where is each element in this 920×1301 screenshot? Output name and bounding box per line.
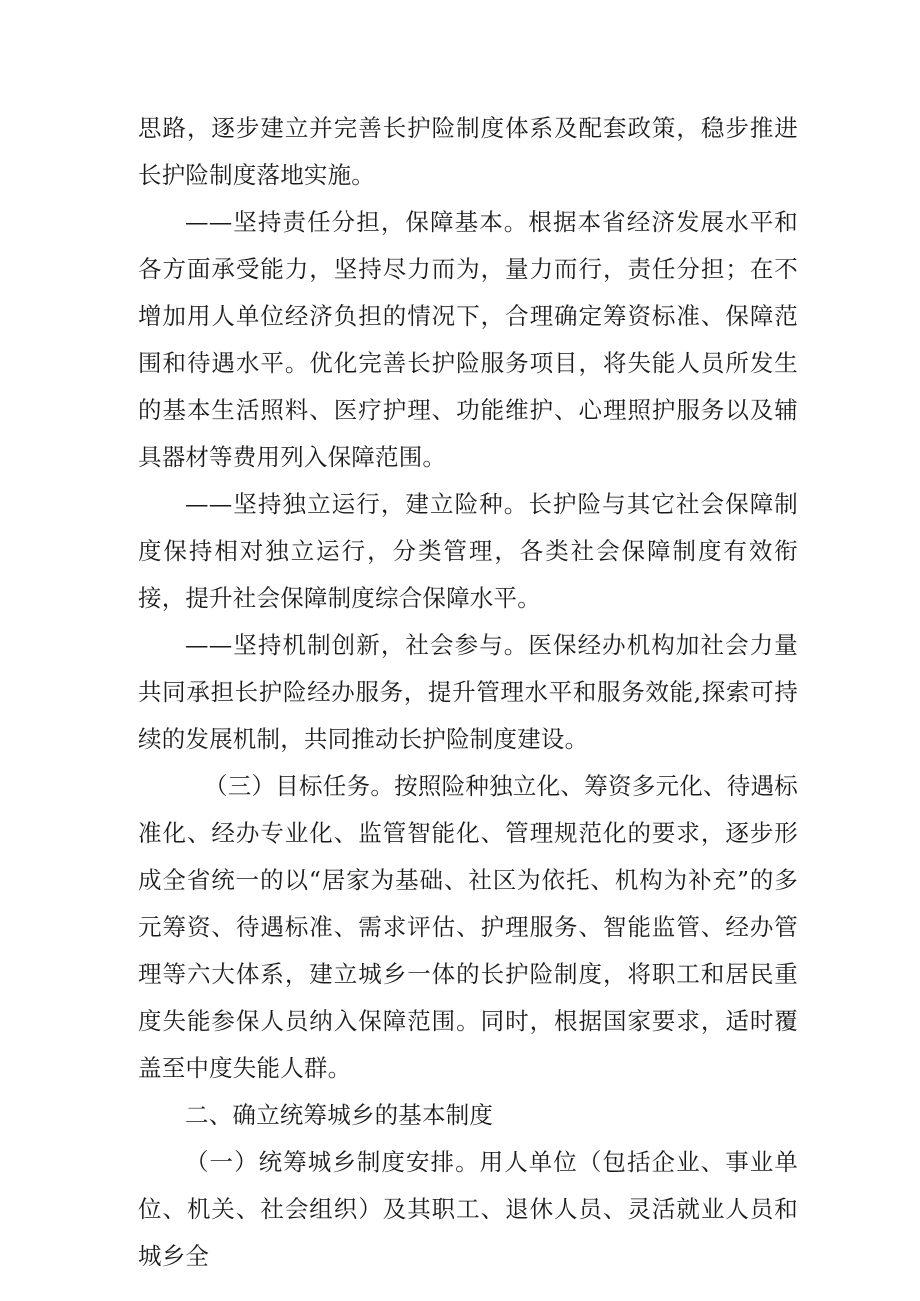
paragraph-urban-rural-arrangement: （一）统筹城乡制度安排。用人单位（包括企业、事业单位、机关、社会组织）及其职工、退休人员、灵活就业人员和城乡全: [138, 1148, 798, 1270]
paragraph-principle-responsibility: ——坚持责任分担，保障基本。根据本省经济发展水平和各方面承受能力，坚持尽力而为，量力而行，责任分担；在不增加用人单位经济负担的情况下，合理确定筹资标准、保障范围和待遇水平。优化完善长护险服务项目，将失能人员所发生的基本生活照料、医疗护理、功能维护、心理照护服务以及辅具器材等费用列入保障范围。: [138, 208, 798, 471]
paragraph-continuation: 思路，逐步建立并完善长护险制度体系及配套政策，稳步推进长护险制度落地实施。: [138, 114, 798, 189]
document-body: [138, 105, 798, 1280]
section-heading-basic-system: 二、确立统筹城乡的基本制度: [185, 1101, 494, 1129]
paragraph-goals-tasks: （三）目标任务。按照险种独立化、筹资多元化、待遇标准化、经办专业化、监管智能化、管理规范化的要求，逐步形成全省统一的以“居家为基础、社区为依托、机构为补充”的多元筹资、待遇标准、需求评估、护理服务、智能监管、经办管理等六大体系，建立城乡一体的长护险制度，将职工和居民重度失能参保人员纳入保障范围。同时，根据国家要求，适时覆盖至中度失能人群。: [138, 772, 798, 1082]
paragraph-principle-innovation: ——坚持机制创新，社会参与。医保经办机构加社会力量共同承担长护险经办服务，提升管理水平和服务效能,探索可持续的发展机制，共同推动长护险制度建设。: [138, 631, 798, 753]
paragraph-principle-independence: ——坚持独立运行，建立险种。长护险与其它社会保障制度保持相对独立运行，分类管理，各类社会保障制度有效衔接，提升社会保障制度综合保障水平。: [138, 490, 798, 612]
